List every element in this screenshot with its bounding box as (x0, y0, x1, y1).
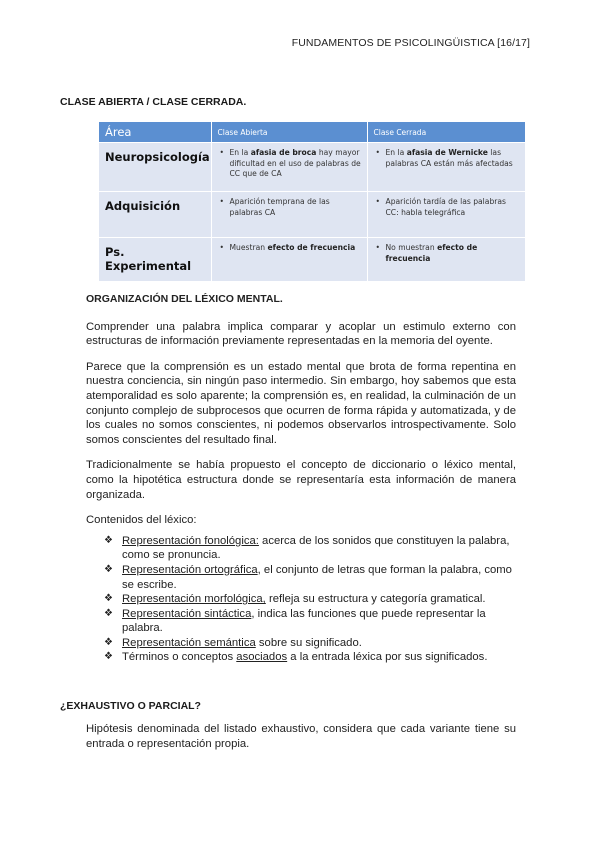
cell-cerrada (367, 192, 525, 238)
cell-text: En la (385, 148, 407, 157)
diamond-bullet-icon: ❖ (104, 534, 113, 546)
lexicon-contents-list (104, 534, 516, 665)
section-title-clase: CLASE ABIERTA / CLASE CERRADA. (60, 96, 247, 108)
table-header-row (99, 122, 525, 143)
section-lexico (86, 292, 516, 665)
table-row (99, 238, 525, 282)
item-text: , indica las funciones que puede representar la palabra. (122, 607, 486, 635)
item-underlined: Representación sintáctica (122, 607, 252, 620)
paragraph: Tradicionalmente se había propuesto el concepto de diccionario o léxico mental, como la hipotética estructura donde se representaría esta información de manera organizada. (86, 459, 516, 501)
item-text: acerca de los sonidos que constituyen la palabra, como se pronuncia. (122, 534, 510, 562)
contents-label: Contenidos del léxico: (86, 514, 197, 527)
item-underlined: Representación morfológica, (122, 593, 266, 606)
cell-text: En la (229, 148, 251, 157)
cell-cerrada (367, 238, 525, 282)
cell-abierta (211, 192, 367, 238)
diamond-bullet-icon: ❖ (104, 563, 113, 575)
list-item (104, 592, 516, 607)
item-text: a la entrada léxica por sus significados. (287, 651, 488, 664)
header-clase-abierta: Clase Abierta (211, 122, 367, 143)
item-underlined: Representación semántica (122, 636, 256, 649)
row-area-label: Neuropsicología (99, 143, 211, 192)
list-item (104, 636, 516, 651)
list-item (104, 650, 516, 665)
cell-text: Aparición temprana de las palabras CA (229, 197, 330, 217)
cell-text: Muestran (229, 243, 268, 252)
row-area-label: Adquisición (99, 192, 211, 238)
diamond-bullet-icon: ❖ (104, 607, 113, 619)
bullet-icon: • (219, 148, 224, 157)
table-row (99, 192, 525, 238)
comparison-table (99, 122, 525, 281)
bullet-icon: • (375, 148, 380, 157)
diamond-bullet-icon: ❖ (104, 593, 113, 605)
header-clase-cerrada: Clase Cerrada (367, 122, 525, 143)
cell-bold: afasia de broca (250, 148, 317, 157)
paragraph: Comprender una palabra implica comparar y acoplar un estimulo externo con estructuras de información previamente representadas en la memoria del oyente. (86, 320, 516, 348)
bullet-icon: • (375, 243, 380, 252)
list-item (104, 534, 516, 563)
cell-bold: efecto de frecuencia (267, 243, 356, 252)
item-text: sobre su significado. (255, 636, 362, 649)
list-item (104, 563, 516, 592)
cell-abierta (211, 143, 367, 192)
item-text: , el conjunto de letras que forman la palabra, como se escribe. (122, 563, 512, 591)
item-underlined: asociados (236, 651, 288, 664)
running-header: FUNDAMENTOS DE PSICOLINGÜISTICA [16/17] (291, 37, 530, 49)
diamond-bullet-icon: ❖ (104, 651, 113, 663)
section-title-exhaustivo: ¿EXHAUSTIVO O PARCIAL? (60, 700, 201, 712)
cell-text: las palabras CA están más afectadas (385, 148, 513, 168)
item-text: Términos o conceptos (122, 651, 237, 664)
row-area-label: Ps. Experimental (99, 238, 211, 282)
item-text: refleja su estructura y categoría gramatical. (265, 593, 486, 606)
cell-text: Aparición tardía de las palabras CC: habla telegráfica (385, 197, 507, 217)
cell-text: hay mayor dificultad en el uso de palabras de CC que de CA (229, 148, 361, 178)
table-row (99, 143, 525, 192)
cell-cerrada (367, 143, 525, 192)
bullet-icon: • (375, 197, 380, 206)
paragraph: Parece que la comprensión es un estado mental que brota de forma repentina en nuestra conciencia, sin ningún paso intermedio. Sin embargo, hoy sabemos que esta atemporalidad es solo aparente; la comprensión es, en realidad, la culminación de un conjunto complejo de subprocesos que ocurren de forma rápida y automatizada, y de los cuales no somos conscientes, ni podemos observarlos introspectivamente. Solo somos conscientes del resultado final. (86, 360, 516, 446)
item-underlined: Representación fonológica: (122, 534, 259, 547)
bullet-icon: • (219, 243, 224, 252)
cell-bold: efecto de frecuencia (385, 243, 478, 263)
item-underlined: Representación ortográfica (122, 563, 258, 576)
list-item (104, 607, 516, 636)
cell-bold: afasia de Wernicke (406, 148, 488, 157)
cell-abierta (211, 238, 367, 282)
bullet-icon: • (219, 197, 224, 206)
header-area: Área (99, 122, 211, 143)
paragraph: Hipótesis denominada del listado exhaustivo, considera que cada variante tiene su entrada o representación propia. (86, 723, 516, 750)
section-title-lexico: ORGANIZACIÓN DEL LÉXICO MENTAL. (86, 293, 283, 305)
diamond-bullet-icon: ❖ (104, 636, 113, 648)
cell-text: No muestran (385, 243, 438, 252)
